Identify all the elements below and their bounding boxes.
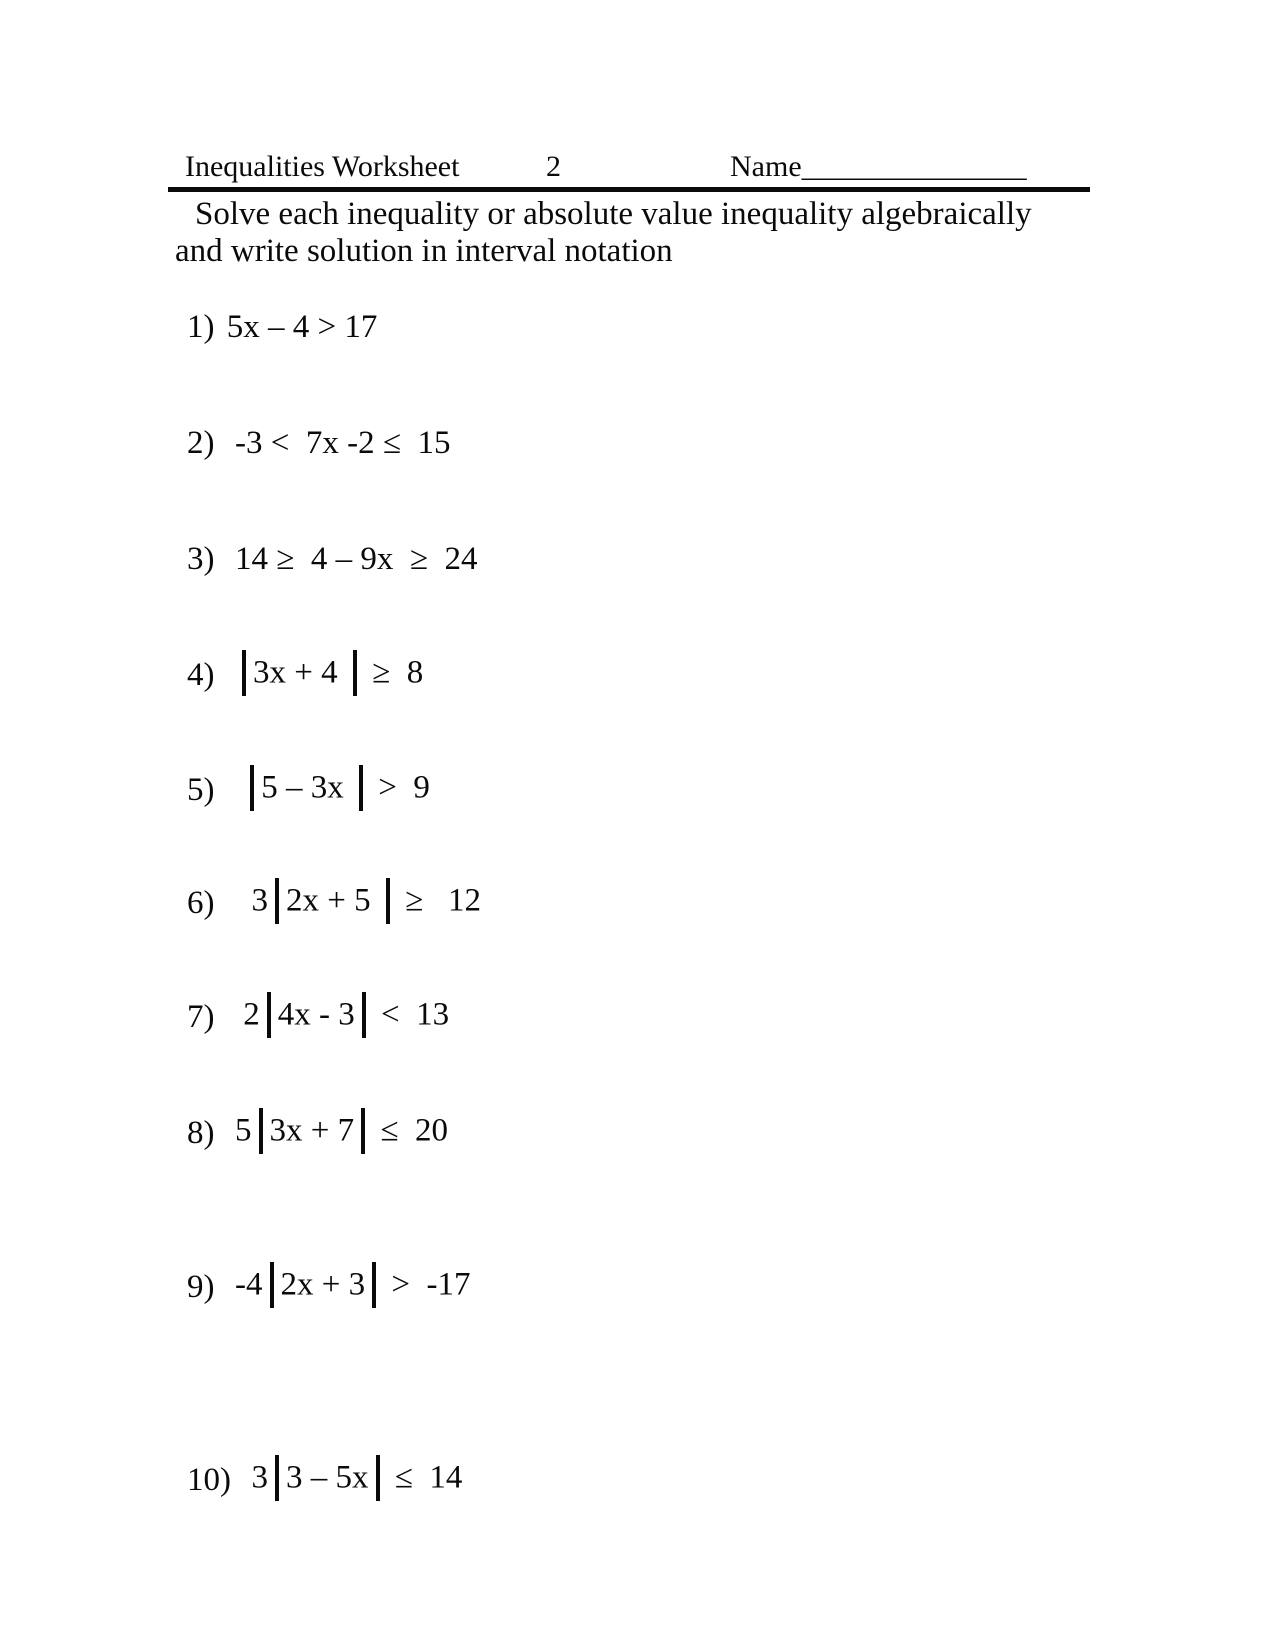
problem-row [187, 1456, 462, 1504]
absolute-value-bar-icon [250, 765, 254, 811]
name-label: Name [730, 150, 802, 183]
expression-text: 5 – 3x [261, 769, 352, 806]
problem-expression [219, 994, 450, 1040]
expression-text: 3 – 5x [286, 1459, 369, 1496]
problem-number: 2) [187, 424, 215, 461]
expression-text: -3 < 7x -2 ≤ 15 [218, 424, 451, 461]
problem-expression [219, 541, 478, 578]
expression-text [219, 770, 244, 806]
expression-text: 3 [235, 1459, 268, 1496]
absolute-value-bar-icon [259, 1108, 263, 1154]
name-blank-line: _______________ [801, 150, 1027, 183]
absolute-value-bar-icon [275, 878, 279, 924]
expression-text: ≥ 12 [396, 882, 481, 919]
absolute-value-bar-icon [361, 1108, 365, 1154]
problem-expression [235, 1457, 462, 1503]
expression-text: > -17 [383, 1266, 471, 1303]
absolute-value-bar-icon [275, 1455, 279, 1501]
problem-row [187, 535, 477, 583]
instructions-line-2: and write solution in interval notation [175, 233, 673, 269]
absolute-value-bar-icon [270, 1262, 274, 1308]
absolute-value-bar-icon [362, 992, 366, 1038]
absolute-value-bar-icon [353, 650, 357, 696]
expression-text: 2 [218, 996, 260, 1033]
expression-text: 2x + 3 [280, 1266, 366, 1303]
absolute-value-bar-icon [372, 1262, 376, 1308]
absolute-value-bar-icon [376, 1455, 380, 1501]
problem-number: 5) [187, 771, 215, 808]
problem-row [187, 1109, 448, 1157]
problem-expression [219, 309, 378, 346]
problem-expression [219, 1110, 449, 1156]
problem-number: 4) [187, 656, 215, 693]
expression-text: 3x + 4 [253, 654, 346, 691]
expression-text: -4 [218, 1266, 263, 1303]
problem-row [187, 419, 450, 467]
problem-row [187, 651, 423, 699]
problem-row [187, 1263, 470, 1311]
problem-number: 8) [187, 1114, 215, 1151]
expression-text: ≥ 8 [363, 654, 424, 691]
problem-row [187, 766, 430, 814]
problem-expression [219, 1264, 471, 1310]
expression-text: 3x + 7 [269, 1112, 355, 1149]
expression-text: < 13 [372, 996, 450, 1033]
absolute-value-bar-icon [267, 992, 271, 1038]
expression-text: 14 ≥ 4 – 9x ≥ 24 [218, 540, 478, 577]
problem-number: 3) [187, 540, 215, 577]
expression-text [219, 655, 236, 691]
problem-number: 10) [187, 1461, 231, 1498]
absolute-value-bar-icon [242, 650, 246, 696]
problem-row [187, 993, 449, 1041]
absolute-value-bar-icon [359, 765, 363, 811]
problem-number: 1) [187, 308, 215, 345]
expression-text: 2x + 5 [286, 882, 379, 919]
expression-text: 5x – 4 > 17 [218, 308, 378, 345]
expression-text: ≤ 20 [372, 1112, 448, 1149]
absolute-value-bar-icon [386, 878, 390, 924]
problem-expression [219, 652, 424, 698]
problem-expression [219, 767, 430, 813]
problem-number: 6) [187, 884, 215, 921]
expression-text: 4x - 3 [277, 996, 355, 1033]
expression-text: ≤ 14 [386, 1459, 463, 1496]
expression-text: 5 [218, 1112, 252, 1149]
worksheet-number: 2 [546, 150, 561, 183]
expression-text: 3 [218, 882, 268, 919]
worksheet-title: Inequalities Worksheet [185, 150, 460, 183]
expression-text: > 9 [370, 769, 430, 806]
problem-expression [219, 425, 451, 462]
problem-row [187, 879, 481, 927]
instructions-line-1: Solve each inequality or absolute value inequality algebraically [195, 196, 1032, 232]
problem-row [187, 303, 377, 351]
problem-expression [219, 880, 482, 926]
problem-number: 9) [187, 1268, 215, 1305]
problem-number: 7) [187, 998, 215, 1035]
